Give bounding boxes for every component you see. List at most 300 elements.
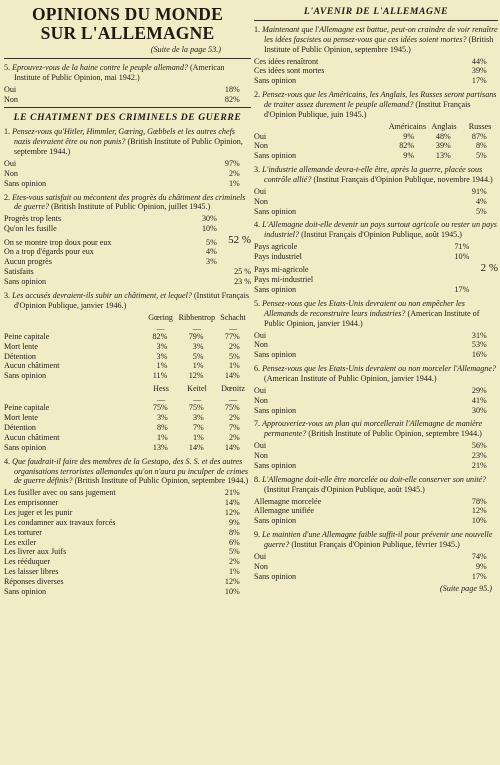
percent-sign: % xyxy=(233,547,240,557)
answer-row xyxy=(4,488,251,498)
answer-value xyxy=(445,275,463,285)
answer-label: Satisfaits xyxy=(4,267,34,277)
answer-row xyxy=(254,386,498,396)
percent-sign: % xyxy=(197,423,204,433)
answer-value: 5 xyxy=(206,237,211,247)
percent-sign: % xyxy=(196,341,204,351)
answer-value: 14 xyxy=(224,498,233,508)
answer-label: Ces idées sont mortes xyxy=(254,66,325,76)
percent-sign: % xyxy=(480,571,487,581)
percent-sign xyxy=(463,275,481,285)
answer-value: 39 xyxy=(471,66,480,76)
answer-value: 41 xyxy=(471,395,480,405)
answer-label: Les rééduquer xyxy=(4,557,51,567)
answer-value: 82 xyxy=(399,141,408,151)
percent-sign: % xyxy=(233,361,240,371)
percent-sign: % xyxy=(233,159,240,169)
question-c4: 4. Que faudrait-il faire des membres de la Gestapo, des S. S. et des autres organisations terroristes allemandes qu'on n'aura pu inculper de crimes de guerre définis? (British Institute of Public Opinion, septembre 1944.) xyxy=(4,456,249,486)
answer-value: 8 xyxy=(156,423,161,433)
continued-footer: (Suite page 95.) xyxy=(439,584,492,594)
answer-label: Peine capitale xyxy=(4,331,50,341)
answer-label: Oui xyxy=(254,385,267,395)
answers-c3-table2 xyxy=(4,384,251,453)
answer-row xyxy=(4,267,251,277)
divider xyxy=(254,20,498,21)
percent-sign: % xyxy=(480,206,487,216)
answer-label: On se montre trop doux pour eux xyxy=(4,237,112,247)
percent-sign: % xyxy=(244,267,251,277)
question-q5: 5. Eprouvez-vous de la haine contre le peuple allemand? (American Institute of Public Opinion, mai 1942.) xyxy=(4,63,225,82)
answer-value: 10 xyxy=(454,252,463,262)
answer-row xyxy=(254,562,498,572)
answer-value: 82 xyxy=(224,94,233,104)
dash: — xyxy=(228,395,238,405)
percent-sign: % xyxy=(196,371,204,381)
answer-row xyxy=(254,141,498,151)
answer-value: 91 xyxy=(471,186,480,196)
answer-label: Les torturer xyxy=(4,527,42,537)
answer-row xyxy=(4,518,251,528)
column-header: Hess xyxy=(153,384,169,394)
answer-label: Non xyxy=(254,451,268,461)
percent-sign: % xyxy=(233,557,240,567)
percent-sign: % xyxy=(233,178,240,188)
dash-empty xyxy=(4,322,143,331)
answer-value: 13 xyxy=(435,151,444,161)
percent-sign: % xyxy=(480,395,487,405)
answer-row xyxy=(254,151,498,161)
answer-value: 1 xyxy=(228,178,233,188)
percent-sign: % xyxy=(233,586,240,596)
answer-row xyxy=(254,406,498,416)
question-a7: 7. Approuveriez-vous un plan qui morcellerait l'Allemagne de manière permanente? (British Institute of Public Opinion, septembre 1944.) xyxy=(254,419,483,439)
percent-sign: % xyxy=(407,141,415,151)
answer-value: 29 xyxy=(471,385,480,395)
continued-note: (Suite de la page 53.) xyxy=(150,45,221,54)
percent-sign: % xyxy=(233,168,240,178)
brace-cell xyxy=(481,252,498,262)
percent-sign: % xyxy=(233,577,240,586)
answers-c2 xyxy=(4,214,251,287)
question-a5: 5. Pensez-vous que les Etats-Unis devraient ou non empêcher les Allemands de reconstruire leurs industries? (American Institute of Public Opinion, janvier 1944.) xyxy=(254,299,480,328)
answer-label: Les fusiller avec ou sans jugement xyxy=(4,488,116,498)
percent-sign: % xyxy=(197,442,204,452)
answer-row xyxy=(254,285,498,295)
percent-sign: % xyxy=(161,413,168,423)
answer-value: 1 xyxy=(192,432,197,442)
percent-sign: % xyxy=(444,151,451,161)
answer-row xyxy=(254,197,498,207)
answer-row xyxy=(254,331,498,341)
answer-value: 5 xyxy=(475,206,480,216)
answer-label: Non xyxy=(254,141,268,151)
answer-label: Mort lente xyxy=(4,413,38,423)
answers-a2 xyxy=(254,122,498,161)
answer-row xyxy=(4,587,251,597)
answer-row xyxy=(254,132,498,142)
percent-sign: % xyxy=(480,460,487,470)
answer-label: Non xyxy=(4,168,18,178)
brace-cell xyxy=(228,247,251,257)
answer-row xyxy=(4,214,251,224)
answer-value: 39 xyxy=(435,141,444,151)
answer-row xyxy=(254,262,498,275)
answer-value: 2 xyxy=(228,168,233,178)
answer-label: Mort lente xyxy=(4,341,38,351)
percent-sign: % xyxy=(233,517,240,527)
percent-sign: % xyxy=(407,131,415,141)
brace-cell xyxy=(228,214,251,224)
dash: — xyxy=(156,323,165,333)
question-a1: 1. Maintenant que l'Allemagne est battue, peut-on craindre de voir renaître les idées fascistes ou pensez-vous que ces idées soient mortes? (British Institute of Public Opinion, septembre 1945.) xyxy=(254,25,498,54)
answer-value: 79 xyxy=(188,331,197,341)
percent-sign: % xyxy=(233,507,240,517)
answer-label: Sans opinion xyxy=(254,206,297,216)
answer-row xyxy=(4,371,251,381)
percent-sign: % xyxy=(480,76,487,86)
answer-label: Les laisser libres xyxy=(4,567,59,577)
answer-value: 14 xyxy=(188,442,197,452)
percent-sign: % xyxy=(480,496,487,506)
answer-label: Oui xyxy=(254,441,267,451)
answer-value: 75 xyxy=(152,403,161,413)
answer-label: Oui xyxy=(254,330,267,340)
question-a4: 4. L'Allemagne doit-elle devenir un pays surtout agricole ou rester un pays industriel? (Institut Français d'Opinion Publique, août 1945.) xyxy=(254,220,497,240)
question-c2: 2. Etes-vous satisfait ou mécontent des progrès du châtiment des criminels de guerre? (British Institute of Public Opinion, juillet 1945.) xyxy=(4,192,246,212)
answer-row xyxy=(4,179,251,189)
percent-sign: % xyxy=(196,351,204,361)
answer-row xyxy=(4,257,251,267)
brace-cell xyxy=(481,242,498,252)
percent-sign: % xyxy=(233,84,240,94)
answer-value: 75 xyxy=(188,403,197,413)
divider xyxy=(4,58,251,59)
answer-value: 5 xyxy=(475,151,480,161)
answer-value: 2 xyxy=(228,432,233,442)
title-line-2: SUR L'ALLEMAGNE xyxy=(40,23,215,43)
answer-row xyxy=(254,207,498,217)
answer-value: 7 xyxy=(228,423,233,433)
answer-row xyxy=(4,277,251,287)
percent-sign: % xyxy=(160,351,168,361)
answer-row xyxy=(254,497,498,507)
percent-sign: % xyxy=(161,432,168,442)
table-header-row xyxy=(4,313,251,323)
section-title-avenir: L'AVENIR DE L'ALLEMAGNE xyxy=(303,6,449,17)
question-c1: 1. Pensez-vous qu'Hitler, Himmler, Gœring, Gœbbels et les autres chefs nazis devraient être ou non punis? (British Institute of Public Opinion, septembre 1944.) xyxy=(4,127,243,157)
answer-value: 8 xyxy=(475,141,480,151)
answer-row xyxy=(254,451,498,461)
question-a2: 2. Pensez-vous que les Américains, les Anglais, les Russes seront partisans de traiter assez durement le peuple allemand? (Institut Français d'Opinion Publique, juin 1945.) xyxy=(254,90,497,119)
answer-row xyxy=(4,95,251,105)
answer-row xyxy=(254,516,498,526)
percent-sign: % xyxy=(233,331,240,341)
dash-row xyxy=(4,394,251,403)
answer-value: 9 xyxy=(403,151,408,161)
answer-label: Oui xyxy=(254,551,267,561)
answer-value: 77 xyxy=(224,331,233,341)
answer-row xyxy=(4,413,251,423)
answer-label: Pays industriel xyxy=(254,252,302,262)
column-header: Russes xyxy=(468,121,492,131)
brace-cell xyxy=(481,275,498,285)
answer-value: 12 xyxy=(188,371,197,381)
answer-label: Aucun châtiment xyxy=(4,432,60,442)
answer-label: Progrès trop lents xyxy=(4,214,62,224)
answer-value: 14 xyxy=(224,442,233,452)
answer-label: Ces idées renaîtront xyxy=(254,56,319,66)
answer-value: 3 xyxy=(192,413,197,423)
answer-value: 3 xyxy=(206,257,211,267)
answer-row xyxy=(254,57,498,67)
percent-sign: % xyxy=(480,151,487,161)
percent-sign: % xyxy=(233,442,240,452)
answer-label: Allemagne morcelée xyxy=(254,496,322,506)
column-header: Anglais xyxy=(431,121,457,131)
answer-label: Détention xyxy=(4,423,36,433)
dash: — xyxy=(156,395,166,405)
answer-row xyxy=(4,547,251,557)
answer-row xyxy=(4,85,251,95)
table-header-row xyxy=(254,122,498,132)
answer-row xyxy=(4,538,251,548)
answer-value-cell xyxy=(228,277,251,287)
answer-value: 4 xyxy=(475,196,480,206)
question-c3: 3. Les accusés devraient-ils subir un châtiment, et lequel? (Institut Français d'Opinion Publique, janvier 1946.) xyxy=(4,290,250,310)
answer-row xyxy=(254,340,498,350)
percent-sign: % xyxy=(480,561,487,571)
answer-value: 30 xyxy=(201,214,211,224)
dash-row xyxy=(4,322,251,331)
answer-row xyxy=(254,572,498,582)
percent-sign: % xyxy=(210,237,217,247)
percent-sign: % xyxy=(161,423,168,433)
answer-row xyxy=(254,275,498,285)
percent-sign: % xyxy=(480,516,487,526)
column-header: Keitel xyxy=(187,384,207,394)
answer-value-spacer xyxy=(210,277,228,287)
answer-value: 56 xyxy=(471,441,480,451)
answer-value: 17 xyxy=(471,571,480,581)
answer-value: 1 xyxy=(156,432,161,442)
answer-value xyxy=(192,277,210,287)
percent-sign: % xyxy=(233,537,240,547)
answer-row xyxy=(254,242,498,252)
answer-value xyxy=(445,262,463,275)
percent-sign: % xyxy=(444,141,451,151)
answer-value: 13 xyxy=(152,442,161,452)
column-header: Ribbentrop xyxy=(178,312,215,322)
percent-sign: % xyxy=(462,285,470,295)
header-empty xyxy=(4,313,143,323)
answer-label: Non xyxy=(254,395,268,405)
answer-row xyxy=(4,567,251,577)
percent-sign: % xyxy=(161,403,168,413)
answer-value: 31 xyxy=(471,330,480,340)
answer-value: 17 xyxy=(471,76,480,86)
answer-value: 48 xyxy=(435,131,444,141)
answer-label: Pays agricole xyxy=(254,242,298,252)
percent-sign: % xyxy=(233,351,240,361)
answer-value: 18 xyxy=(224,84,233,94)
answer-value: 74 xyxy=(471,551,480,561)
answer-value: 2 xyxy=(228,557,233,567)
answers-a1 xyxy=(254,57,498,87)
question-a6: 6. Pensez-vous que les Etats-Unis devraient ou non morceler l'Allemagne? (American Institute of Public Opinion, janvier 1944.) xyxy=(254,364,496,384)
answer-row xyxy=(4,361,251,371)
answer-label: Sans opinion xyxy=(4,442,47,452)
answer-row xyxy=(254,187,498,197)
answer-label: On a trop d'égards pour eux xyxy=(4,247,94,257)
answer-label: Aucun châtiment xyxy=(4,361,60,371)
answer-value: 16 xyxy=(471,350,480,360)
answer-row xyxy=(4,247,251,257)
column-header: Dœnitz xyxy=(221,384,245,394)
percent-sign: % xyxy=(480,441,487,451)
answer-row xyxy=(4,352,251,362)
answer-label: Oui xyxy=(4,159,17,169)
answer-label: Sans opinion xyxy=(254,151,297,161)
answer-row xyxy=(4,508,251,518)
percent-sign: % xyxy=(210,214,217,224)
answer-label: Qu'on les fusille xyxy=(4,224,57,234)
percent-sign: % xyxy=(197,413,204,423)
answer-value: 7 xyxy=(192,423,197,433)
percent-sign: % xyxy=(160,371,168,381)
percent-sign: % xyxy=(233,432,240,442)
answer-row xyxy=(4,332,251,342)
percent-sign: % xyxy=(196,331,204,341)
answer-value xyxy=(192,267,210,277)
answer-row xyxy=(4,557,251,567)
answer-value: 14 xyxy=(224,371,233,381)
answer-row xyxy=(4,342,251,352)
answer-row xyxy=(254,76,498,86)
answers-a3 xyxy=(254,187,498,217)
answer-value: 1 xyxy=(192,361,197,371)
percent-sign: % xyxy=(480,405,487,415)
answer-label: Sans opinion xyxy=(254,405,297,415)
answer-label: Les exiler xyxy=(4,537,37,547)
answer-label: Aucun progrès xyxy=(4,257,52,267)
percent-sign: % xyxy=(197,432,204,442)
percent-sign: % xyxy=(480,131,487,141)
answer-label: Détention xyxy=(4,351,36,361)
answers-a8 xyxy=(254,497,498,527)
answer-label: Les livrer aux Juifs xyxy=(4,547,67,557)
answer-label: Sans opinion xyxy=(4,371,47,381)
percent-sign: % xyxy=(210,257,217,267)
percent-sign: % xyxy=(407,151,415,161)
answer-value: 53 xyxy=(471,340,480,350)
answer-label: Oui xyxy=(4,84,17,94)
answer-value: 12 xyxy=(471,506,480,516)
percent-sign: % xyxy=(233,423,240,433)
answer-value: 10 xyxy=(224,586,233,596)
left-column xyxy=(4,0,251,600)
dash: — xyxy=(192,395,202,405)
answer-value: 25 xyxy=(234,267,243,277)
answer-value: 5 xyxy=(192,351,197,361)
percent-sign: % xyxy=(233,94,240,104)
percent-sign: % xyxy=(480,141,487,151)
answer-value: 9 xyxy=(228,517,233,527)
percent-sign: % xyxy=(160,331,168,341)
answer-value: 21 xyxy=(471,460,480,470)
percent-sign: % xyxy=(480,196,487,206)
answer-label: Allemagne unifiée xyxy=(254,506,315,516)
answer-row xyxy=(4,528,251,538)
answer-value: 1 xyxy=(228,567,233,577)
answers-c4 xyxy=(4,488,251,596)
answer-row xyxy=(254,461,498,471)
percent-sign xyxy=(463,262,481,275)
percent-sign: % xyxy=(480,56,487,66)
answer-value: 3 xyxy=(156,351,161,361)
answer-row xyxy=(4,577,251,587)
answer-label: Sans opinion xyxy=(254,516,297,526)
answers-q5 xyxy=(4,85,251,105)
answer-value: 9 xyxy=(475,561,480,571)
title-line-1: OPINIONS DU MONDE xyxy=(31,4,224,24)
answer-label: Les juger et les punir xyxy=(4,507,73,517)
answer-value: 6 xyxy=(228,537,233,547)
answer-label: Sans opinion xyxy=(4,277,47,287)
header-empty xyxy=(4,384,143,394)
answer-value: 2 xyxy=(228,341,233,351)
answer-value: 12 xyxy=(224,507,233,517)
answer-value: 87 xyxy=(471,131,480,141)
answer-label: Sans opinion xyxy=(254,76,297,86)
answer-value: 23 xyxy=(471,451,480,461)
group-total: 2 % xyxy=(480,261,498,274)
percent-sign: % xyxy=(462,242,470,252)
answer-value: 8 xyxy=(228,527,233,537)
answer-value: 44 xyxy=(471,56,480,66)
answer-label: Pays mi-agricole xyxy=(254,265,309,275)
answer-row xyxy=(4,159,251,169)
dash-empty xyxy=(4,394,143,403)
question-a8: 8. L'Allemagne doit-elle être morcelée ou doit-elle conserver son unité? (Institut Français d'Opinion Publique, août 1945.) xyxy=(254,474,487,494)
answer-value: 71 xyxy=(454,242,463,252)
answer-value-spacer xyxy=(210,267,228,277)
section-title-chatiment: LE CHATIMENT DES CRIMINELS DE GUERRE xyxy=(13,112,242,124)
percent-sign: % xyxy=(160,341,168,351)
dash: — xyxy=(228,323,238,333)
percent-sign: % xyxy=(233,527,240,537)
question-a3: 3. L'industrie allemande devra-t-elle être, après la guerre, placée sous contrôle allié? (Institut Français d'Opinion Publique, novembre 1944.) xyxy=(254,165,493,185)
answer-row xyxy=(254,350,498,360)
answers-a7 xyxy=(254,441,498,471)
percent-sign: % xyxy=(480,451,487,461)
percent-sign: % xyxy=(233,371,240,381)
answer-value: 12 xyxy=(224,577,233,586)
answer-value: 5 xyxy=(228,351,233,361)
answer-label: Sans opinion xyxy=(4,178,47,188)
answer-row xyxy=(4,498,251,508)
answers-c1 xyxy=(4,159,251,189)
answer-label: Pays mi-industriel xyxy=(254,275,314,285)
answer-value: 3 xyxy=(156,413,161,423)
answer-value: 9 xyxy=(403,131,408,141)
answer-label: Non xyxy=(254,196,268,206)
answer-row xyxy=(4,433,251,443)
answer-label: Non xyxy=(254,340,268,350)
percent-sign: % xyxy=(480,330,487,340)
percent-sign: % xyxy=(480,506,487,516)
answer-row xyxy=(254,552,498,562)
brace-cell xyxy=(481,285,498,295)
